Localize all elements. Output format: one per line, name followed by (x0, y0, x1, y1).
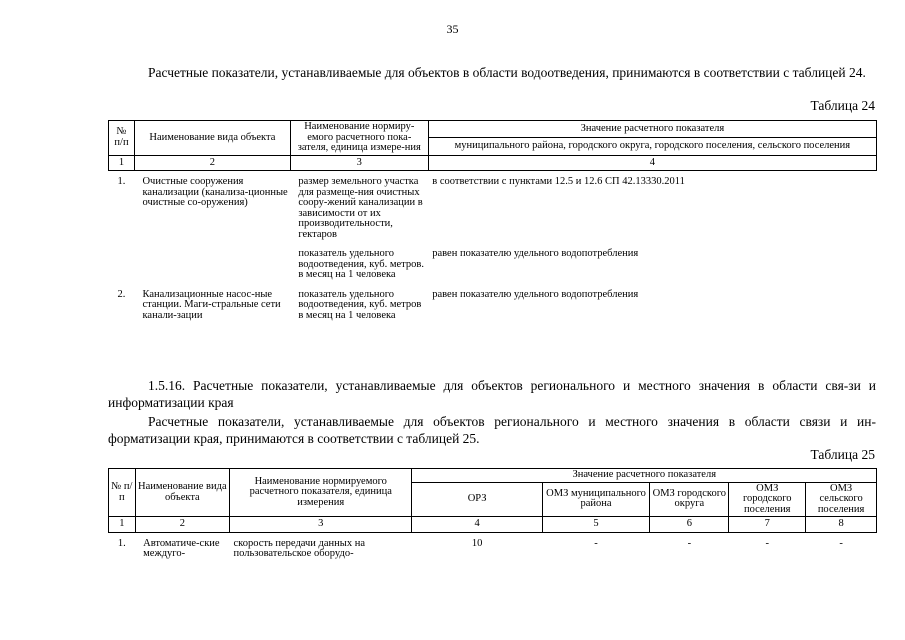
col-index: 7 (729, 517, 806, 533)
row-indicator: показатель удельного водоотведения, куб. метров. в месяц на 1 человека (298, 248, 424, 280)
header-omz-sp: ОМЗ сельского поселения (806, 482, 877, 517)
row-indicator: показатель удельного водоотведения, куб. метров в месяц на 1 человека (298, 288, 422, 321)
row-object: Канализационные насос-ные станции. Маги-стральные сети канали-зации (142, 288, 281, 321)
table-row (109, 241, 877, 282)
row-no (109, 241, 135, 282)
col-index: 6 (650, 517, 729, 533)
row-omz-sp: - (839, 537, 843, 549)
row-omz-gp: - (765, 537, 769, 549)
row-object: Очистные сооружения канализации (канализа-ционные очистные со-оружения) (142, 176, 288, 208)
intro-paragraph-table24 (108, 64, 876, 81)
row-value: равен показателю удельного водопотребления (432, 248, 639, 259)
col-index: 5 (542, 517, 650, 533)
col-index: 3 (290, 155, 428, 171)
page-number: 35 (446, 22, 459, 36)
header-indicator: Наименование нормируемого расчетного показателя, единица измерения (229, 469, 412, 517)
row-no: 2. (117, 288, 126, 300)
section-heading-1-5-16 (108, 377, 876, 411)
header-omz-mr: ОМЗ муниципального района (542, 482, 650, 517)
col-index: 2 (135, 517, 229, 533)
header-object: Наименование вида объекта (135, 469, 229, 517)
intro-paragraph-table25 (108, 413, 876, 447)
row-indicator: скорость передачи данных на пользовательское оборудо- (233, 537, 365, 559)
row-object (134, 241, 290, 282)
header-object: Наименование вида объекта (134, 121, 290, 156)
header-omz-go: ОМЗ городского округа (650, 482, 729, 517)
column-index-row (109, 155, 877, 171)
col-index: 8 (806, 517, 877, 533)
table-row (109, 532, 877, 561)
row-value: в соответствии с пунктами 12.5 и 12.6 СП 42.13330.2011 (432, 176, 685, 187)
row-object: Автоматиче-ские междуго- (143, 537, 220, 559)
header-value-group: Значение расчетного показателя (428, 121, 876, 138)
row-indicator: размер земельного участка для размеще-ния очистных соору-жений канализации в зависимости от их производительности, гектаров (298, 176, 423, 240)
header-indicator: Наименование нормиру-емого расчетного пока-зателя, единица измере-ния (290, 121, 428, 156)
row-orz: 10 (471, 537, 483, 549)
table-row (109, 171, 877, 242)
intro-text-24: Расчетные показатели, устанавливаемые для объектов в области водоотведения, принимаются в соответствии с таблицей 24. (148, 65, 866, 80)
col-index: 4 (412, 517, 542, 533)
table-row (109, 282, 877, 323)
table25-caption: Таблица 25 (810, 447, 875, 462)
row-no: 1. (117, 537, 126, 549)
header-value-group: Значение расчетного показателя (412, 469, 877, 483)
col-index: 1 (109, 517, 136, 533)
intro-text-25: Расчетные показатели, устанавливаемые для объектов регионального и местного значения в области связи и ин-форматизации края, принимаются в соответствии с таблицей 25. (108, 414, 876, 446)
header-omz-gp: ОМЗ городского поселения (729, 482, 806, 517)
col-index: 1 (109, 155, 135, 171)
row-no: 1. (117, 176, 126, 187)
row-omz-go: - (687, 537, 692, 549)
table-25 (108, 468, 877, 561)
table-24 (108, 120, 877, 322)
col-index: 2 (134, 155, 290, 171)
header-orz: ОРЗ (412, 482, 542, 517)
row-value: равен показателю удельного водопотребления (432, 288, 639, 300)
col-index: 3 (229, 517, 412, 533)
column-index-row (109, 517, 877, 533)
header-no: № п/п (109, 469, 136, 517)
section-text: 1.5.16. Расчетные показатели, устанавливаемые для объектов регионального и местного значения в области свя-зи и информатизации края (108, 378, 876, 410)
table24-caption: Таблица 24 (810, 98, 875, 113)
header-value-sub: муниципального района, городского округа, городского поселения, сельского поселения (428, 138, 876, 155)
col-index: 4 (428, 155, 876, 171)
header-no: № п/п (109, 121, 135, 156)
row-omz-mr: - (594, 537, 598, 549)
